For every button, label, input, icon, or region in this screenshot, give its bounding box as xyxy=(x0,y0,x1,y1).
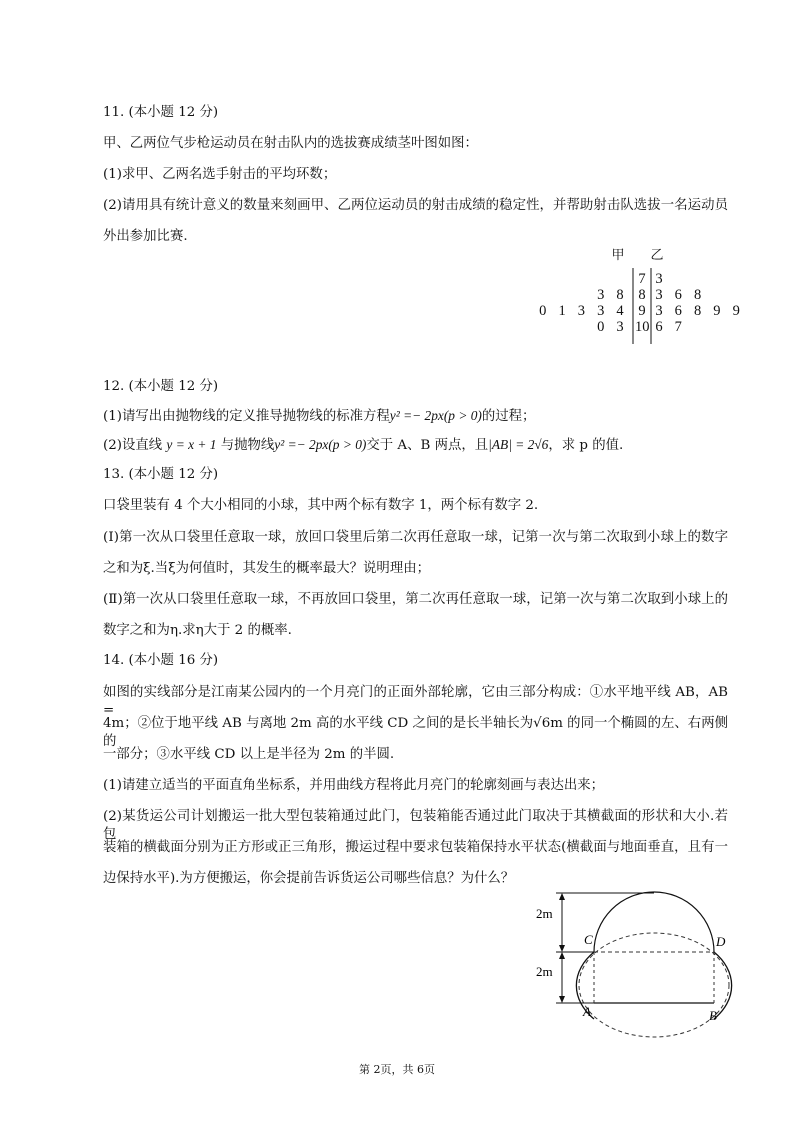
leaf-left: 8 xyxy=(616,287,624,303)
leaf-left: 3 xyxy=(597,287,605,303)
q13-header: 13. (本小题 12 分) xyxy=(103,467,219,482)
q14-line2: 4m；②位于地平线 AB 与离地 2m 高的水平线 CD 之间的是长半轴长为√6m 的同一个椭圆的左、右两侧的 xyxy=(103,716,728,749)
dim-label-bottom: 2m xyxy=(536,964,553,979)
leaf-right: 6 xyxy=(674,287,682,303)
q14-line1: 如图的实线部分是江南某公园内的一个月亮门的正面外部轮廓，它由三部分构成：①水平地平线 AB，AB = xyxy=(103,685,728,718)
dim-arrowhead-top-down xyxy=(559,945,565,952)
q12-part1-equation: y² =− 2px(p > 0) xyxy=(389,408,482,423)
point-label-c: C xyxy=(584,932,593,947)
leaf-left: 0 xyxy=(539,303,547,319)
q11-part2-line2: 外出参加比赛. xyxy=(103,229,188,244)
q13-part1-line1: (Ⅰ)第一次从口袋里任意取一球，放回口袋里后第二次再任意取一球，记第一次与第二次取到小球上的数字 xyxy=(103,530,728,545)
q12-part1-text: (1)请写出由抛物线的定义推导抛物线的标准方程 xyxy=(103,409,390,424)
leaf-right: 3 xyxy=(655,271,663,287)
q14-line3: 一部分；③水平线 CD 以上是半径为 2m 的半圆. xyxy=(103,747,395,762)
leaf-right: 3 xyxy=(655,303,663,319)
leaf-right: 7 xyxy=(674,319,682,335)
q13-part2-line1: (Ⅱ)第一次从口袋里任意取一球，不再放回口袋里，第二次再任意取一球，记第一次与第二次取到小球上的 xyxy=(103,592,728,607)
q12-part1-tail: 的过程； xyxy=(481,409,536,424)
leaf-right: 3 xyxy=(655,287,663,303)
dim-arrowhead-bottom-up xyxy=(559,952,565,959)
leaf-right: 6 xyxy=(674,303,682,319)
stem-value: 7 xyxy=(638,271,646,287)
q11-intro: 甲、乙两位气步枪运动员在射击队内的选拔赛成绩茎叶图如图： xyxy=(103,136,478,151)
dim-arrowhead-top-up xyxy=(559,893,565,900)
q12-header: 12. (本小题 12 分) xyxy=(103,379,219,394)
upper-semicircle xyxy=(594,892,714,952)
q12-part2-tail: ，求 p 的值. xyxy=(548,438,624,453)
leaf-left: 1 xyxy=(558,303,566,319)
dashed-ellipse xyxy=(579,933,729,1037)
leaf-right: 9 xyxy=(732,303,740,319)
point-label-b: B xyxy=(709,1008,717,1023)
stem-value: 8 xyxy=(638,287,646,303)
q14-part2-line2: 装箱的横截面分别为正方形或正三角形，搬运过程中要求包装箱保持水平状态(横截面与地面垂直，且有一 xyxy=(103,840,728,855)
leaf-left: 3 xyxy=(577,303,586,319)
q11-part1: (1)求甲、乙两名选手射击的平均环数； xyxy=(103,167,337,182)
q12-part2-text: (2)设直线 xyxy=(103,438,167,453)
point-label-a: A xyxy=(583,1004,591,1019)
q14-part2-line1: (2)某货运公司计划搬运一批大型包装箱通过此门，包装箱能否通过此门取决于其横截面的形状和大小.若包 xyxy=(103,809,728,842)
point-label-d: D xyxy=(716,934,726,949)
stem-leaf-right-label: 乙 xyxy=(650,248,664,263)
leaf-left: 3 xyxy=(616,319,624,335)
leaf-right: 9 xyxy=(713,303,721,319)
q14-part1: (1)请建立适当的平面直角坐标系，并用曲线方程将此月亮门的轮廓刻画与表达出来； xyxy=(103,778,605,793)
dim-label-top: 2m xyxy=(536,906,553,921)
dim-arrowhead-bottom-down xyxy=(559,996,565,1003)
leaf-right: 8 xyxy=(693,303,702,319)
q13-part2-line2: 数字之和为η.求η大于 2 的概率. xyxy=(103,623,292,638)
q12-part2-text2: 与抛物线 xyxy=(216,438,275,453)
q14-part2-line3: 边保持水平).为方便搬运，你会提前告诉货运公司哪些信息？为什么？ xyxy=(103,871,515,886)
q11-part2-line1: (2)请用具有统计意义的数量来刻画甲、乙两位运动员的射击成绩的稳定性，并帮助射击队选拔一名运动员 xyxy=(103,198,728,213)
q13-intro: 口袋里装有 4 个大小相同的小球，其中两个标有数字 1，两个标有数字 2. xyxy=(103,498,539,513)
leaf-left: 0 xyxy=(597,319,605,335)
q14-header: 14. (本小题 16 分) xyxy=(103,653,219,668)
q12-part2-text3: 交于 A、B 两点，且 xyxy=(366,438,489,453)
leaf-right: 8 xyxy=(693,287,702,303)
page-footer: 第 2页，共 6页 xyxy=(359,1063,435,1076)
q12-part2-line-eq: y = x + 1 xyxy=(166,437,217,452)
leaf-left: 3 xyxy=(597,303,605,319)
stem-leaf-left-label: 甲 xyxy=(611,248,625,263)
stem-value: 10 xyxy=(635,319,650,335)
stem-value: 9 xyxy=(638,303,646,319)
leaf-right: 6 xyxy=(655,319,663,335)
leaf-left: 4 xyxy=(616,303,624,319)
q13-part1-line2: 之和为ξ.当ξ为何值时，其发生的概率最大？说明理由； xyxy=(103,561,430,576)
q12-part2-parabola-eq: y² =− 2px(p > 0) xyxy=(274,437,367,452)
q12-part2-ab-eq: |AB| = 2√6 xyxy=(488,437,549,452)
q11-header: 11. (本小题 12 分) xyxy=(103,105,219,120)
